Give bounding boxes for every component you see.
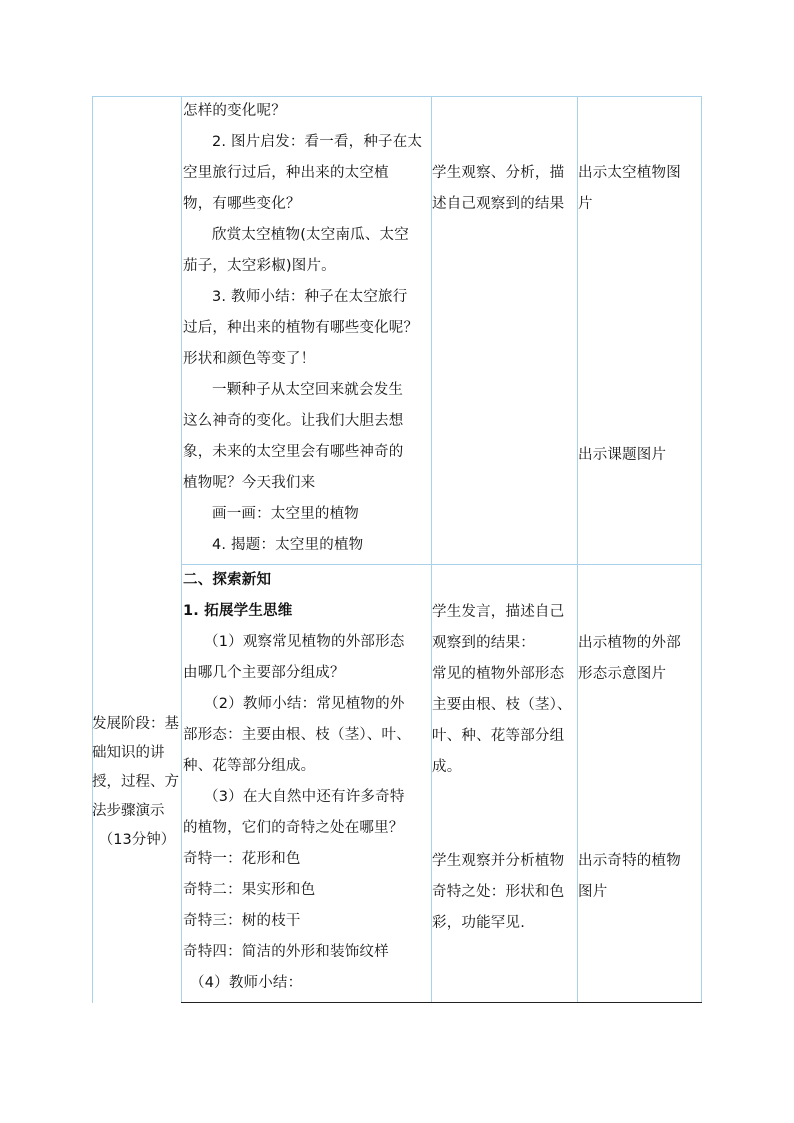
row2-student-cell-a <box>432 597 576 783</box>
table-border-bottom <box>181 1002 702 1003</box>
text-line: 一颗种子从太空回来就会发生 <box>212 382 404 398</box>
text-line: 物，有哪些变化？ <box>183 196 301 212</box>
text-line: 画一画：太空里的植物 <box>212 506 359 522</box>
text-line: 片 <box>578 196 593 212</box>
text-line: 学生观察并分析植物 <box>432 853 565 869</box>
text-line: 部形态：主要由根、枝（茎）、叶、 <box>183 727 411 743</box>
text-line: 形态示意图片 <box>578 666 667 682</box>
text-line: 出示课题图片 <box>578 447 667 463</box>
text-line: 常见的植物外部形态 <box>432 666 565 682</box>
text-line: 础知识的讲 <box>92 745 165 761</box>
text-line: 主要由根、枝（茎）、 <box>432 697 572 713</box>
row1-student-cell <box>432 158 576 220</box>
section-title: 二、探索新知 <box>183 572 272 588</box>
text-line: 叶、种、花等部分组 <box>432 728 565 744</box>
text-line: 种、花等部分组成。 <box>183 758 316 774</box>
table-border-left <box>92 96 93 1003</box>
text-line: 观察到的结果： <box>432 635 535 651</box>
row1-media-cell-a <box>578 158 700 220</box>
text-line: 奇特一：花形和色 <box>183 851 301 867</box>
text-line: 成。 <box>432 759 462 775</box>
text-line: 空里旅行过后，种出来的太空植 <box>183 165 389 181</box>
row2-student-cell-b <box>432 846 576 939</box>
text-line: （13分钟） <box>98 832 176 848</box>
row2-process-cell <box>183 565 429 999</box>
row1-process-cell <box>183 96 429 561</box>
text-line: 的植物，它们的奇特之处在哪里？ <box>183 820 404 836</box>
text-line: 奇特之处：形状和色 <box>432 884 565 900</box>
text-line: 发展阶段：基 <box>92 716 179 732</box>
text-line: 出示植物的外部 <box>578 635 681 651</box>
text-line: 这么神奇的变化。让我们大胆去想 <box>183 413 404 429</box>
row2-media-cell-b <box>578 846 700 908</box>
text-line: 2. 图片启发：看一看，种子在太 <box>212 134 423 150</box>
text-line: 学生观察、分析，描 <box>432 165 565 181</box>
row2-media-cell-a <box>578 628 700 690</box>
text-line: 象，未来的太空里会有哪些神奇的 <box>183 444 404 460</box>
table-border-right <box>701 96 702 1003</box>
text-line: 奇特三：树的枝干 <box>183 913 301 929</box>
text-line: 欣赏太空植物(太空南瓜、太空 <box>212 227 409 243</box>
text-line: 植物呢？今天我们来 <box>183 475 316 491</box>
text-line: 授，过程、方 <box>92 774 179 790</box>
text-line: 4. 揭题：太空里的植物 <box>212 537 364 553</box>
text-line: （4）教师小结： <box>190 975 303 991</box>
text-line: 法步骤演示 <box>92 803 165 819</box>
text-line: 由哪几个主要部分组成？ <box>183 665 345 681</box>
text-line: 学生发言，描述自己 <box>432 604 565 620</box>
text-line: （3）在大自然中还有许多奇特 <box>204 789 405 805</box>
text-line: 怎样的变化呢？ <box>183 103 286 119</box>
text-line: 过后，种出来的植物有哪些变化呢？ <box>183 320 419 336</box>
text-line: （2）教师小结：常见植物的外 <box>204 696 405 712</box>
subsection-title: 1. 拓展学生思维 <box>183 603 293 619</box>
text-line: 奇特二：果实形和色 <box>183 882 316 898</box>
text-line: 奇特四：简洁的外形和装饰纹样 <box>183 944 389 960</box>
text-line: 出示太空植物图 <box>578 165 681 181</box>
row1-media-cell-b <box>578 440 700 471</box>
text-line: 图片 <box>578 884 608 900</box>
text-line: 形状和颜色等变了！ <box>183 351 316 367</box>
text-line: 出示奇特的植物 <box>578 853 681 869</box>
column-divider-1 <box>181 96 182 1003</box>
text-line: 述自己观察到的结果 <box>432 196 565 212</box>
text-line: 茄子，太空彩椒)图片。 <box>183 258 336 274</box>
text-line: （1）观察常见植物的外部形态 <box>204 634 405 650</box>
text-line: 3. 教师小结：种子在太空旅行 <box>212 289 408 305</box>
text-line: 彩，功能罕见. <box>432 915 526 931</box>
stage-cell <box>92 710 182 855</box>
